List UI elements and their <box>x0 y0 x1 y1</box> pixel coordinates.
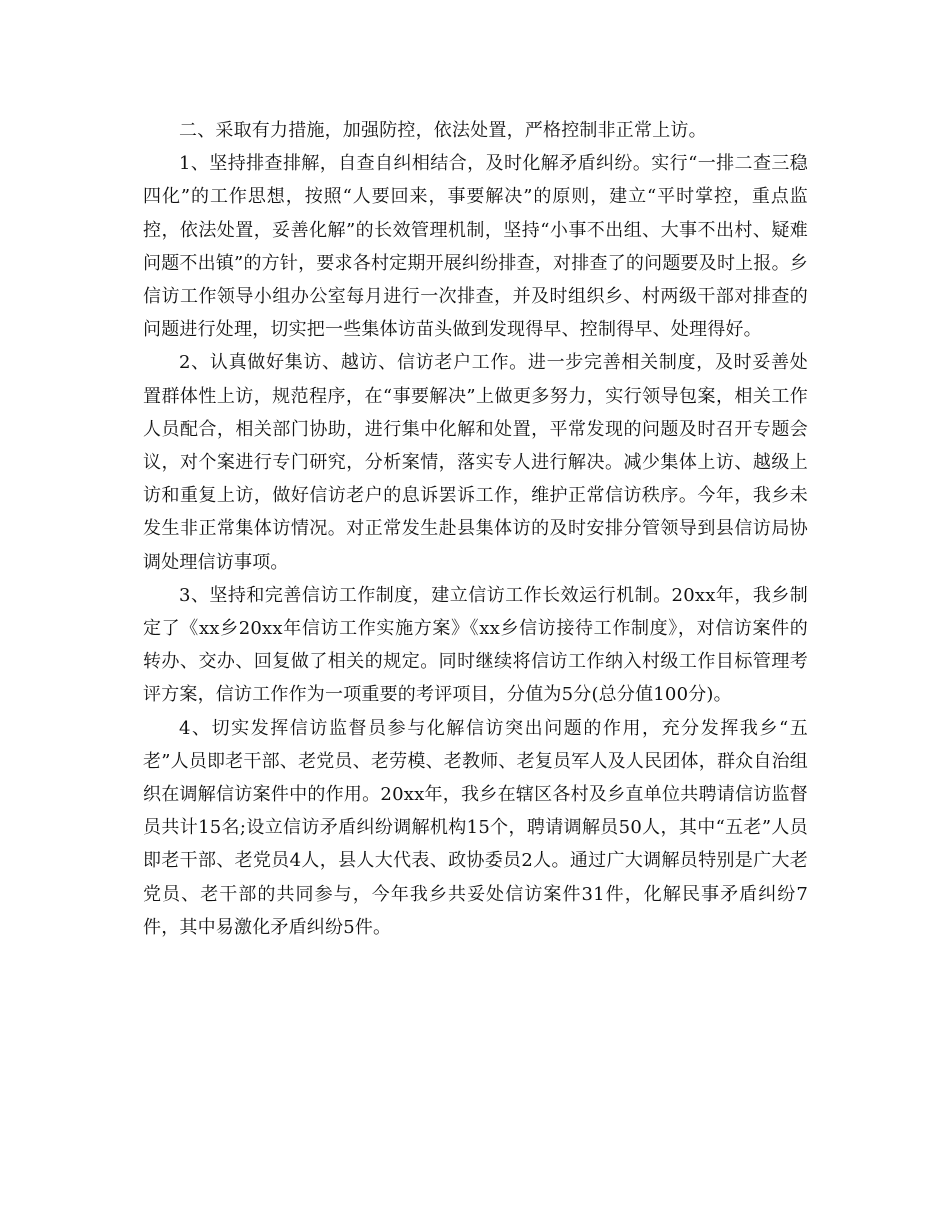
section-heading: 二、采取有力措施，加强防控，依法处置，严格控制非正常上访。 <box>179 120 707 141</box>
document-body <box>143 114 808 944</box>
paragraph-2: 2、认真做好集访、越访、信访老户工作。进一步完善相关制度，及时妥善处置群体性上访，规范程序，在“事要解决”上做更多努力，实行领导包案，相关工作人员配合，相关部门协助，进行集中化解和处置，平常发现的问题及时召开专题会议，对个案进行专门研究，分析案情，落实专人进行解决。减少集体上访、越级上访和重复上访，做好信访老户的息诉罢诉工作，维护正常信访秩序。今年，我乡未发生非正常集体访情况。对正常发生赴县集体访的及时安排分管领导到县信访局协调处理信访事项。 <box>143 352 808 573</box>
paragraph-3: 3、坚持和完善信访工作制度，建立信访工作长效运行机制。20xx年，我乡制定了《xx乡20xx年信访工作实施方案》《xx乡信访接待工作制度》，对信访案件的转办、交办、回复做了相关的规定。同时继续将信访工作纳入村级工作目标管理考评方案，信访工作作为一项重要的考评项目，分值为5分(总分值100分)。 <box>143 584 808 706</box>
paragraph-1: 1、坚持排查排解，自查自纠相结合，及时化解矛盾纠纷。实行“一排二查三稳四化”的工作思想，按照“人要回来，事要解决”的原则，建立“平时掌控，重点监控，依法处置，妥善化解”的长效管理机制，坚持“小事不出组、大事不出村、疑难问题不出镇”的方针，要求各村定期开展纠纷排查，对排查了的问题要及时上报。乡信访工作领导小组办公室每月进行一次排查，并及时组织乡、村两级干部对排查的问题进行处理，切实把一些集体访苗头做到发现得早、控制得早、处理得好。 <box>143 153 808 341</box>
paragraph-4: 4、切实发挥信访监督员参与化解信访突出问题的作用，充分发挥我乡“五老”人员即老干部、老党员、老劳模、老教师、老复员军人及人民团体，群众自治组织在调解信访案件中的作用。20xx年，我乡在辖区各村及乡直单位共聘请信访监督员共计15名;设立信访矛盾纠纷调解机构15个，聘请调解员50人，其中“五老”人员即老干部、老党员4人，县人大代表、政协委员2人。通过广大调解员特别是广大老党员、老干部的共同参与，今年我乡共妥处信访案件31件，化解民事矛盾纠纷7件，其中易激化矛盾纠纷5件。 <box>143 717 808 938</box>
